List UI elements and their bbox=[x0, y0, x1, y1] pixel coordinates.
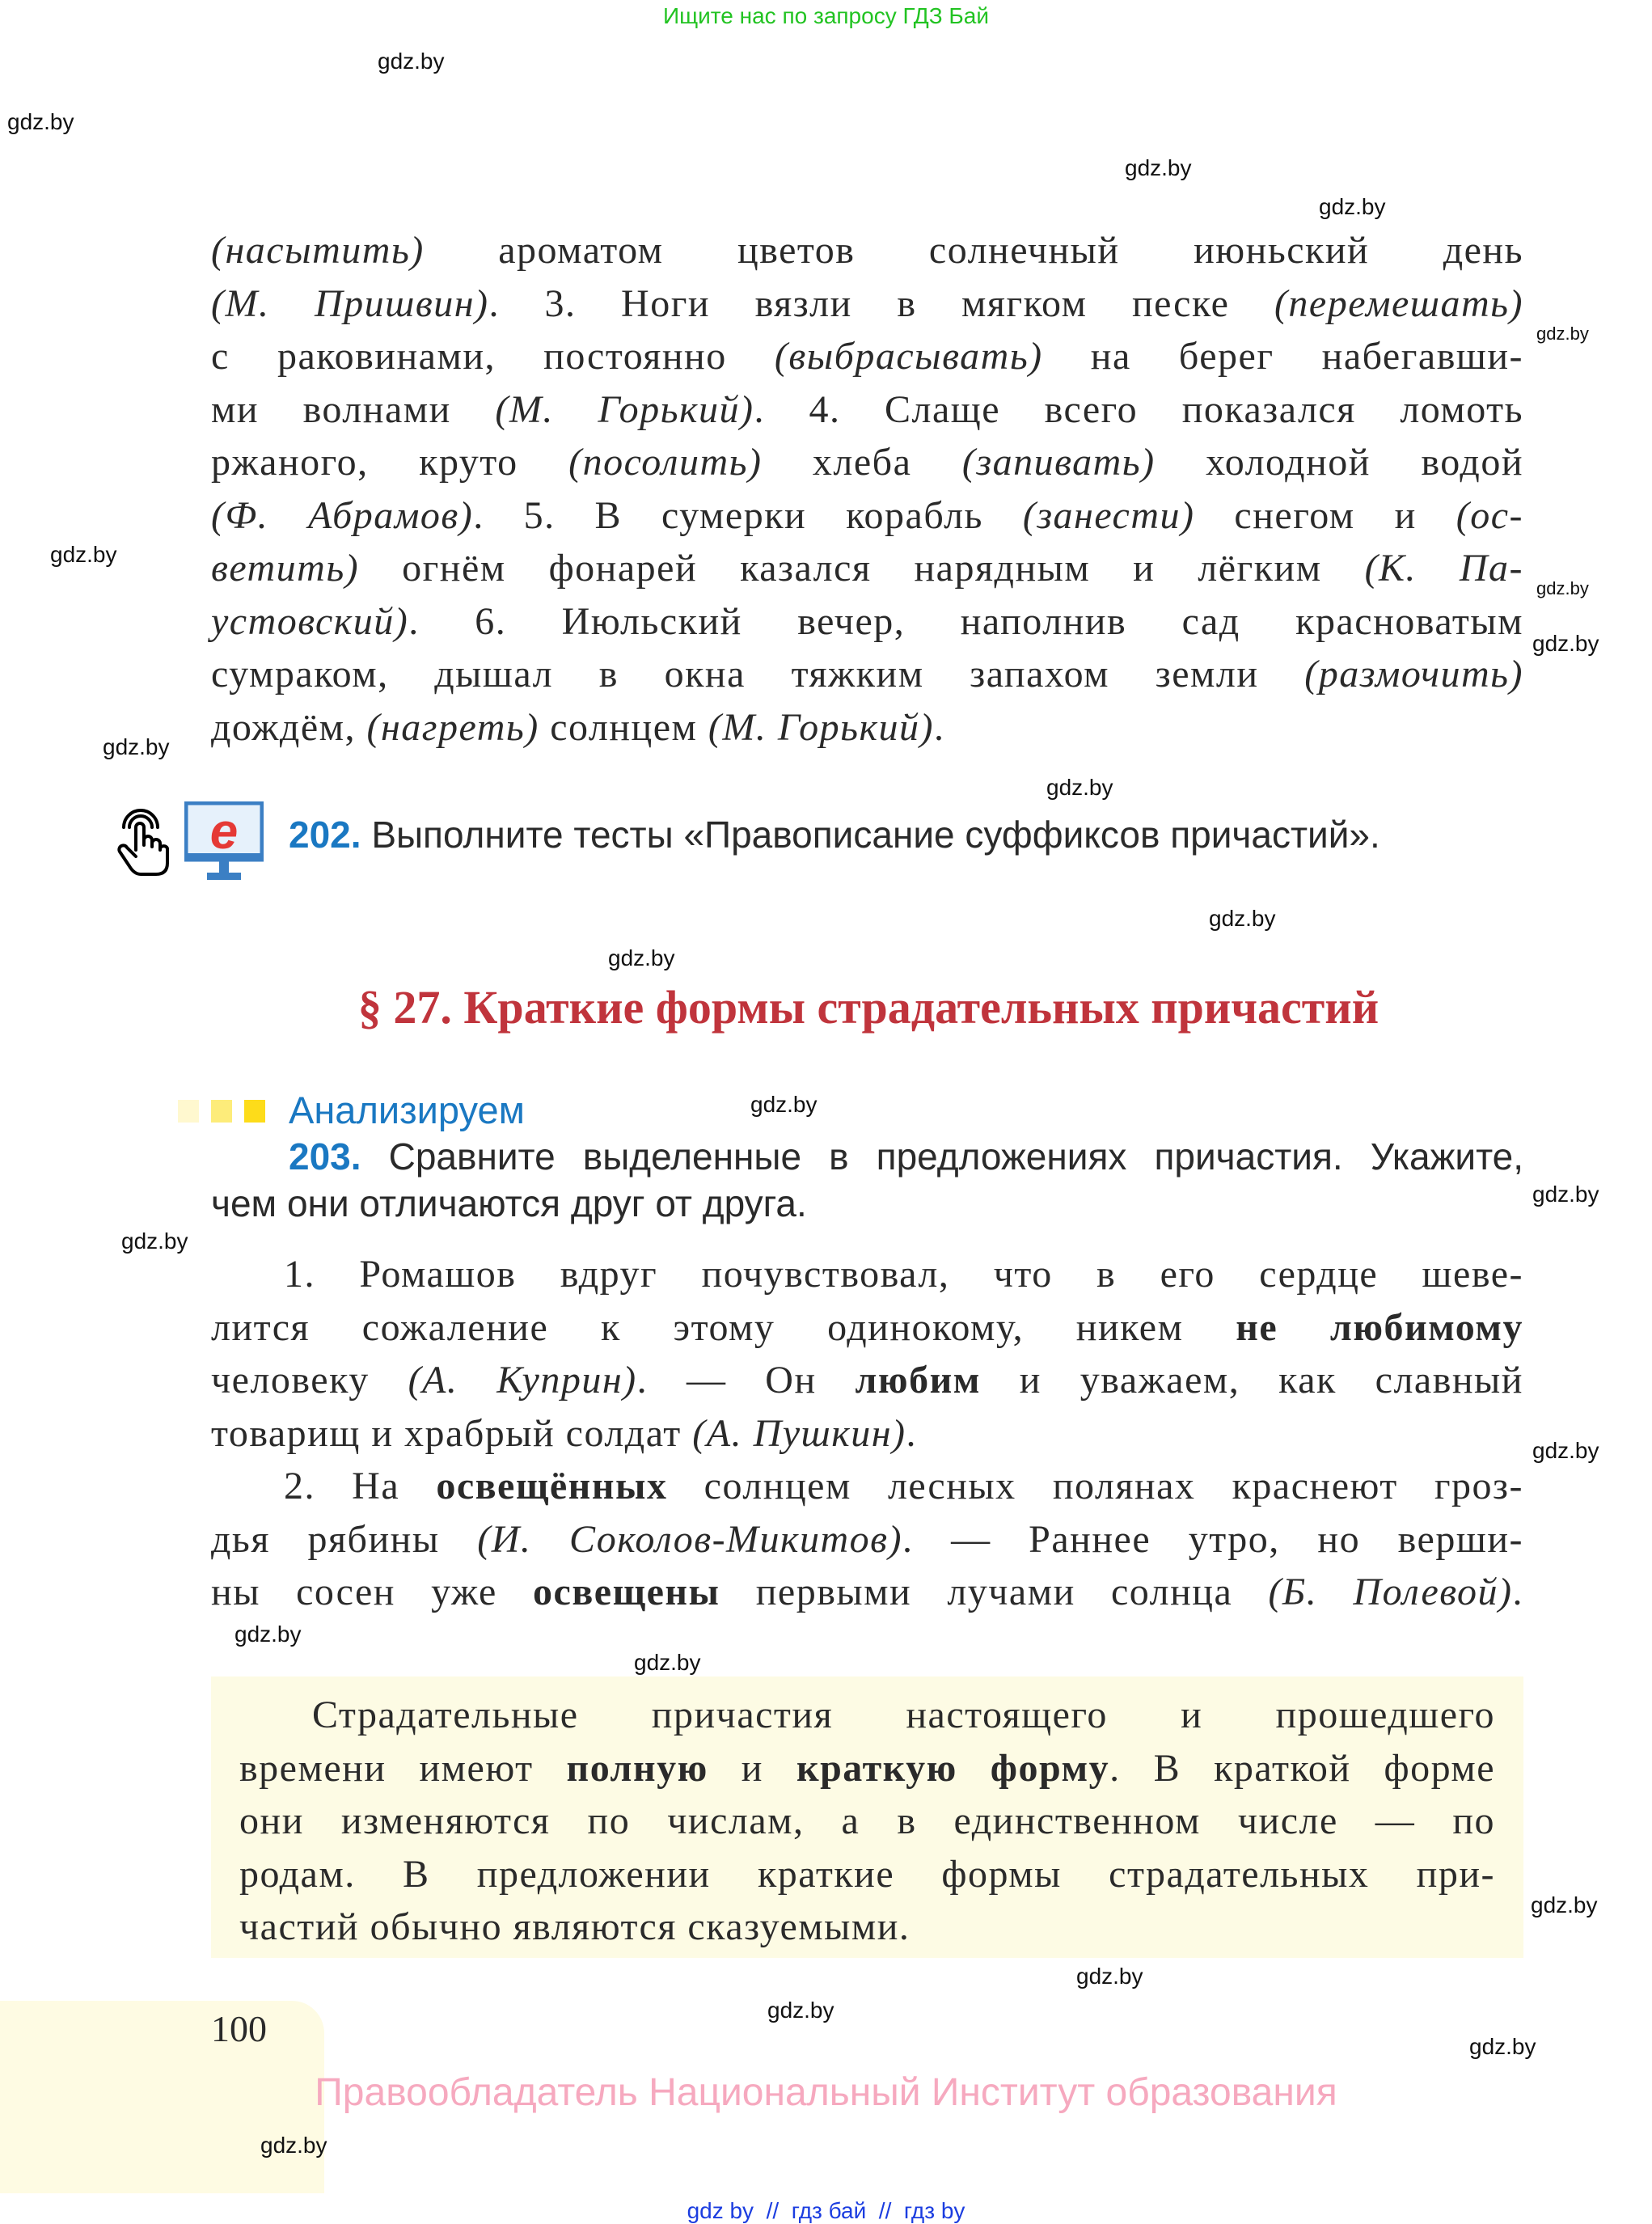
text-segment: сумраком, дышал в окна тяжким запахом земли bbox=[211, 653, 1305, 696]
watermark: gdz.by bbox=[750, 1092, 818, 1117]
italic-segment: (выбрасывать) bbox=[774, 335, 1043, 378]
italic-segment: ветить) bbox=[211, 547, 360, 590]
svg-text:e: e bbox=[209, 804, 239, 860]
watermark: gdz.by bbox=[1536, 578, 1589, 598]
search-banner[interactable]: Ищите нас по запросу ГДЗ Бай bbox=[662, 3, 990, 28]
text-segment: огнём фонарей казался нарядным и лёгким bbox=[359, 547, 1365, 590]
watermark: gdz.by bbox=[103, 734, 170, 759]
italic-segment: устовский) bbox=[211, 599, 409, 643]
text-line bbox=[239, 1848, 1495, 1901]
text-segment: лится сожаление к этому одинокому, никем bbox=[211, 1305, 1236, 1349]
text-segment: . В краткой форме bbox=[1109, 1746, 1496, 1790]
italic-segment: (запивать) bbox=[961, 441, 1156, 484]
text-segment: ржаного, круто bbox=[211, 441, 569, 484]
watermark: gdz.by bbox=[7, 109, 74, 134]
watermark: gdz.by bbox=[234, 1621, 302, 1647]
text-segment: . 4. Слаще всего показался ломоть bbox=[754, 387, 1523, 431]
italic-segment: (А. Пушкин) bbox=[692, 1411, 906, 1455]
text-line bbox=[211, 383, 1523, 437]
italic-segment: (М. Горький) bbox=[708, 705, 934, 749]
section-heading: § 27. Краткие формы страдательных причастий bbox=[357, 981, 1379, 1034]
text-line bbox=[211, 542, 1523, 595]
level-square-icon bbox=[178, 1100, 199, 1123]
text-segment: и bbox=[708, 1746, 796, 1790]
italic-segment: (перемешать) bbox=[1274, 281, 1523, 325]
text-segment: времени имеют bbox=[239, 1746, 567, 1790]
text-segment: 2. На bbox=[284, 1465, 437, 1507]
text-segment: дья рябины bbox=[211, 1517, 478, 1561]
exercise-203-text bbox=[211, 1248, 1523, 1619]
watermark: gdz.by bbox=[1125, 155, 1192, 180]
text-segment: . 6. Июльский вечер, наполнив сад красноватым bbox=[408, 599, 1523, 643]
text-line bbox=[211, 1566, 1523, 1619]
analyze-label: Анализируем bbox=[289, 1089, 525, 1131]
watermark: gdz.by bbox=[1046, 775, 1113, 800]
exercise-202 bbox=[289, 813, 1380, 856]
text-segment: дождём, bbox=[211, 705, 367, 749]
watermark: gdz.by bbox=[260, 2133, 327, 2158]
text-line bbox=[211, 489, 1523, 543]
italic-segment: (Ф. Абрамов) bbox=[211, 493, 474, 537]
text-segment: ми волнами bbox=[211, 387, 496, 431]
italic-segment: (М. Горький) bbox=[495, 387, 754, 431]
text-segment: . 3. Ноги вязли в мягком песке bbox=[488, 281, 1274, 325]
text-line bbox=[211, 1354, 1523, 1407]
watermark: gdz.by bbox=[1532, 631, 1599, 656]
text-line bbox=[211, 1460, 1523, 1513]
italic-segment: (нагреть) bbox=[366, 705, 539, 749]
bold-segment: освещённых bbox=[436, 1465, 668, 1507]
text-segment: человеку bbox=[211, 1359, 408, 1402]
text-segment: ароматом цветов солнечный июньский день bbox=[424, 229, 1523, 272]
watermark: gdz.by bbox=[1532, 1182, 1599, 1207]
level-square-icon bbox=[211, 1100, 232, 1123]
text-segment: родам. В предложении краткие формы страдательных при- bbox=[239, 1852, 1495, 1896]
exercise-201-text bbox=[211, 224, 1523, 754]
watermark: gdz.by bbox=[1531, 1892, 1598, 1917]
exercise-203-task bbox=[211, 1133, 1523, 1180]
rights-holder: Правообладатель Национальный Институт образования bbox=[315, 2071, 1337, 2114]
watermark: gdz.by bbox=[767, 1998, 834, 2023]
text-line bbox=[211, 277, 1523, 331]
exercise-number: 202. bbox=[289, 814, 361, 856]
bottom-links[interactable]: gdz by // гдз бай // гдз by bbox=[687, 2198, 965, 2223]
exercise-202-link[interactable]: Выполните тесты «Правописание суффиксов причастий». bbox=[371, 814, 1380, 856]
watermark: gdz.by bbox=[378, 49, 445, 74]
text-segment: на берег набегавши- bbox=[1042, 335, 1524, 378]
watermark: gdz.by bbox=[634, 1650, 701, 1675]
text-line bbox=[211, 224, 1523, 277]
text-segment: товарищ и храбрый солдат bbox=[211, 1411, 693, 1455]
italic-segment: (Б. Полевой) bbox=[1268, 1571, 1513, 1613]
watermark: gdz.by bbox=[608, 945, 675, 970]
text-segment: . — Раннее утро, но верши- bbox=[902, 1517, 1523, 1561]
exercise-203-task-cont: чем они отличаются друг от друга. bbox=[211, 1182, 807, 1224]
text-line bbox=[239, 1742, 1495, 1795]
text-segment: . — Он bbox=[636, 1359, 856, 1402]
italic-segment: (И. Соколов-Микитов) bbox=[477, 1517, 902, 1561]
text-segment: 1. Ромашов вдруг почувствовал, что в его сердце шеве- bbox=[284, 1253, 1523, 1296]
watermark: gdz.by bbox=[1532, 1438, 1599, 1463]
italic-segment: (посолить) bbox=[568, 441, 763, 484]
text-line bbox=[211, 1513, 1523, 1567]
text-line bbox=[211, 1248, 1523, 1301]
bold-segment: не любимому bbox=[1236, 1305, 1523, 1349]
text-line bbox=[239, 1795, 1495, 1848]
text-line bbox=[239, 1689, 1495, 1742]
monitor-e-icon bbox=[184, 801, 264, 882]
italic-segment: (ос- bbox=[1456, 493, 1524, 537]
text-segment: они изменяются по числам, а в единственном числе — по bbox=[239, 1799, 1495, 1842]
watermark: gdz.by bbox=[1209, 906, 1276, 931]
text-line bbox=[211, 1407, 1523, 1461]
text-line bbox=[211, 648, 1523, 701]
text-segment: снегом и bbox=[1194, 493, 1456, 537]
bold-segment: полную bbox=[566, 1746, 708, 1790]
text-line bbox=[211, 595, 1523, 649]
text-line bbox=[211, 1301, 1523, 1355]
text-segment: . bbox=[906, 1411, 918, 1455]
text-line bbox=[211, 701, 1523, 755]
italic-segment: (насытить) bbox=[211, 229, 425, 272]
bold-segment: краткую форму bbox=[796, 1746, 1110, 1790]
bold-segment: любим bbox=[855, 1359, 981, 1402]
task-text: Сравните выделенные в предложениях причастия. Укажите, bbox=[388, 1135, 1523, 1178]
watermark: gdz.by bbox=[1536, 323, 1589, 344]
watermark: gdz.by bbox=[1076, 1964, 1143, 1989]
text-segment: . 5. В сумерки корабль bbox=[473, 493, 1023, 537]
watermark: gdz.by bbox=[121, 1228, 188, 1254]
page-number: 100 bbox=[211, 2008, 267, 2049]
text-segment: . bbox=[933, 705, 945, 749]
italic-segment: (размочить) bbox=[1304, 653, 1523, 696]
level-square-icon bbox=[244, 1100, 265, 1123]
italic-segment: (занести) bbox=[1022, 493, 1195, 537]
hand-pointer-icon bbox=[113, 803, 170, 877]
text-segment: ны сосен уже bbox=[211, 1571, 534, 1613]
text-segment: первыми лучами солнца bbox=[720, 1571, 1269, 1613]
text-segment: частий обычно являются сказуемыми. bbox=[239, 1905, 911, 1948]
watermark: gdz.by bbox=[50, 542, 117, 567]
watermark: gdz.by bbox=[1469, 2034, 1536, 2059]
watermark: gdz.by bbox=[1319, 194, 1386, 219]
text-segment: солнцем bbox=[539, 705, 708, 749]
italic-segment: (А. Куприн) bbox=[408, 1359, 637, 1402]
bold-segment: освещены bbox=[533, 1571, 720, 1613]
text-segment: и уважаем, как славный bbox=[980, 1359, 1523, 1402]
text-line bbox=[211, 330, 1523, 383]
text-segment: солнцем лесных полянах краснеют гроз- bbox=[667, 1465, 1524, 1507]
text-segment: . bbox=[1512, 1571, 1523, 1613]
rule-text bbox=[239, 1689, 1495, 1954]
text-line bbox=[211, 436, 1523, 489]
text-segment: хлеба bbox=[762, 441, 962, 484]
text-line bbox=[239, 1901, 1495, 1954]
text-segment: с раковинами, постоянно bbox=[211, 335, 775, 378]
exercise-number: 203. bbox=[289, 1135, 361, 1178]
italic-segment: (М. Пришвин) bbox=[211, 281, 489, 325]
text-segment: холодной водой bbox=[1155, 441, 1523, 484]
text-segment: Страдательные причастия настоящего и прошедшего bbox=[312, 1693, 1495, 1736]
italic-segment: (К. Па- bbox=[1364, 547, 1523, 590]
